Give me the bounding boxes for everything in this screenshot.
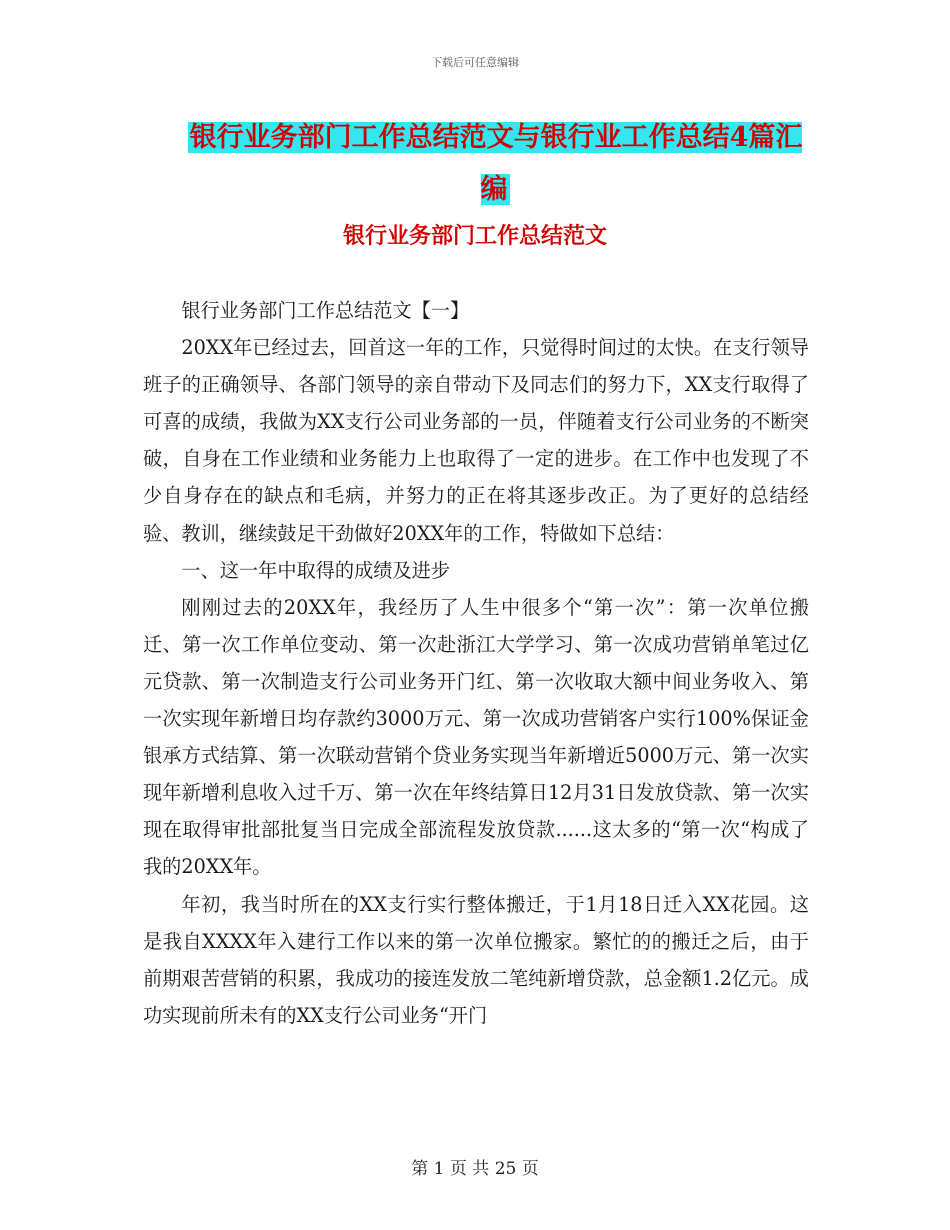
paragraph: 20XX年已经过去，回首这一年的工作，只觉得时间过的太快。在支行领导班子的正确领导、各部门领导的亲自带动下及同志们的努力下，XX支行取得了可喜的成绩，我做为XX支行公司业务部的一员，伴随着支行公司业务的不断突破，自身在工作业绩和业务能力上也取得了一定的进步。在工作中也发现了不少自身存在的缺点和毛病，并努力的正在将其逐步改正。为了更好的总结经验、教训，继续鼓足干劲做好20XX年的工作，特做如下总结： (143, 336, 809, 545)
document-body (143, 292, 809, 1034)
section-title: 银行业务部门工作总结范文 (342, 223, 607, 249)
document-title-text: 银行业务部门工作总结范文与银行业工作总结4篇汇编 (189, 122, 803, 205)
page-footer: 第 1 页 共 25 页 (411, 1159, 539, 1179)
paragraph-heading: 一、这一年中取得的成绩及进步 (181, 558, 451, 582)
page-header-note: 下载后可任意编辑 (431, 56, 519, 69)
paragraph: 刚刚过去的20XX年，我经历了人生中很多个“第一次”：第一次单位搬迁、第一次工作单位变动、第一次赴浙江大学学习、第一次成功营销单笔过亿元贷款、第一次制造支行公司业务开门红、第一次收取大额中间业务收入、第一次实现年新增日均存款约3000万元、第一次成功营销客户实行100%保证金银承方式结算、第一次联动营销个贷业务实现当年新增近5000万元、第一次实现年新增利息收入过千万、第一次在年终结算日12月31日发放贷款、第一次实现在取得审批部批复当日完成全部流程发放贷款......这太多的“第一次“构成了我的20XX年。 (143, 595, 809, 879)
document-title (185, 112, 805, 216)
paragraph-subtitle: 银行业务部门工作总结范文【一】 (181, 299, 470, 322)
paragraph: 年初，我当时所在的XX支行实行整体搬迁，于1月18日迁入XX花园。这是我自XXXX年入建行工作以来的第一次单位搬家。繁忙的的搬迁之后，由于前期艰苦营销的积累，我成功的接连发放二笔纯新增贷款，总金额1.2亿元。成功实现前所未有的XX支行公司业务“开门 (143, 892, 809, 1027)
